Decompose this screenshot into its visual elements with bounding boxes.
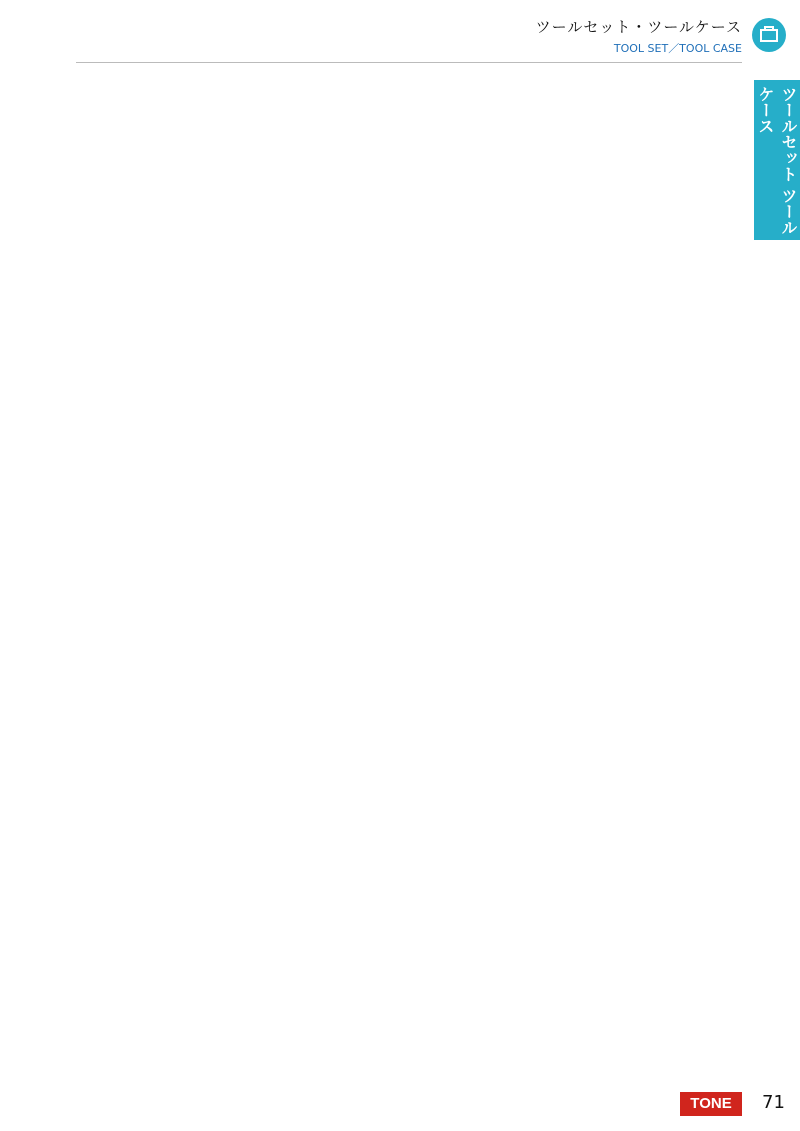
- header-subtitle: TOOL SET／TOOL CASE: [613, 42, 742, 55]
- toolbox-icon: [752, 18, 786, 52]
- side-tab-main[interactable]: ツールセット ツールケース: [754, 80, 800, 240]
- header-title: ツールセット・ツールケース: [535, 18, 742, 36]
- page-number: 71: [762, 1092, 785, 1113]
- tone-logo: TONE: [680, 1092, 742, 1116]
- header-rule: [76, 62, 742, 63]
